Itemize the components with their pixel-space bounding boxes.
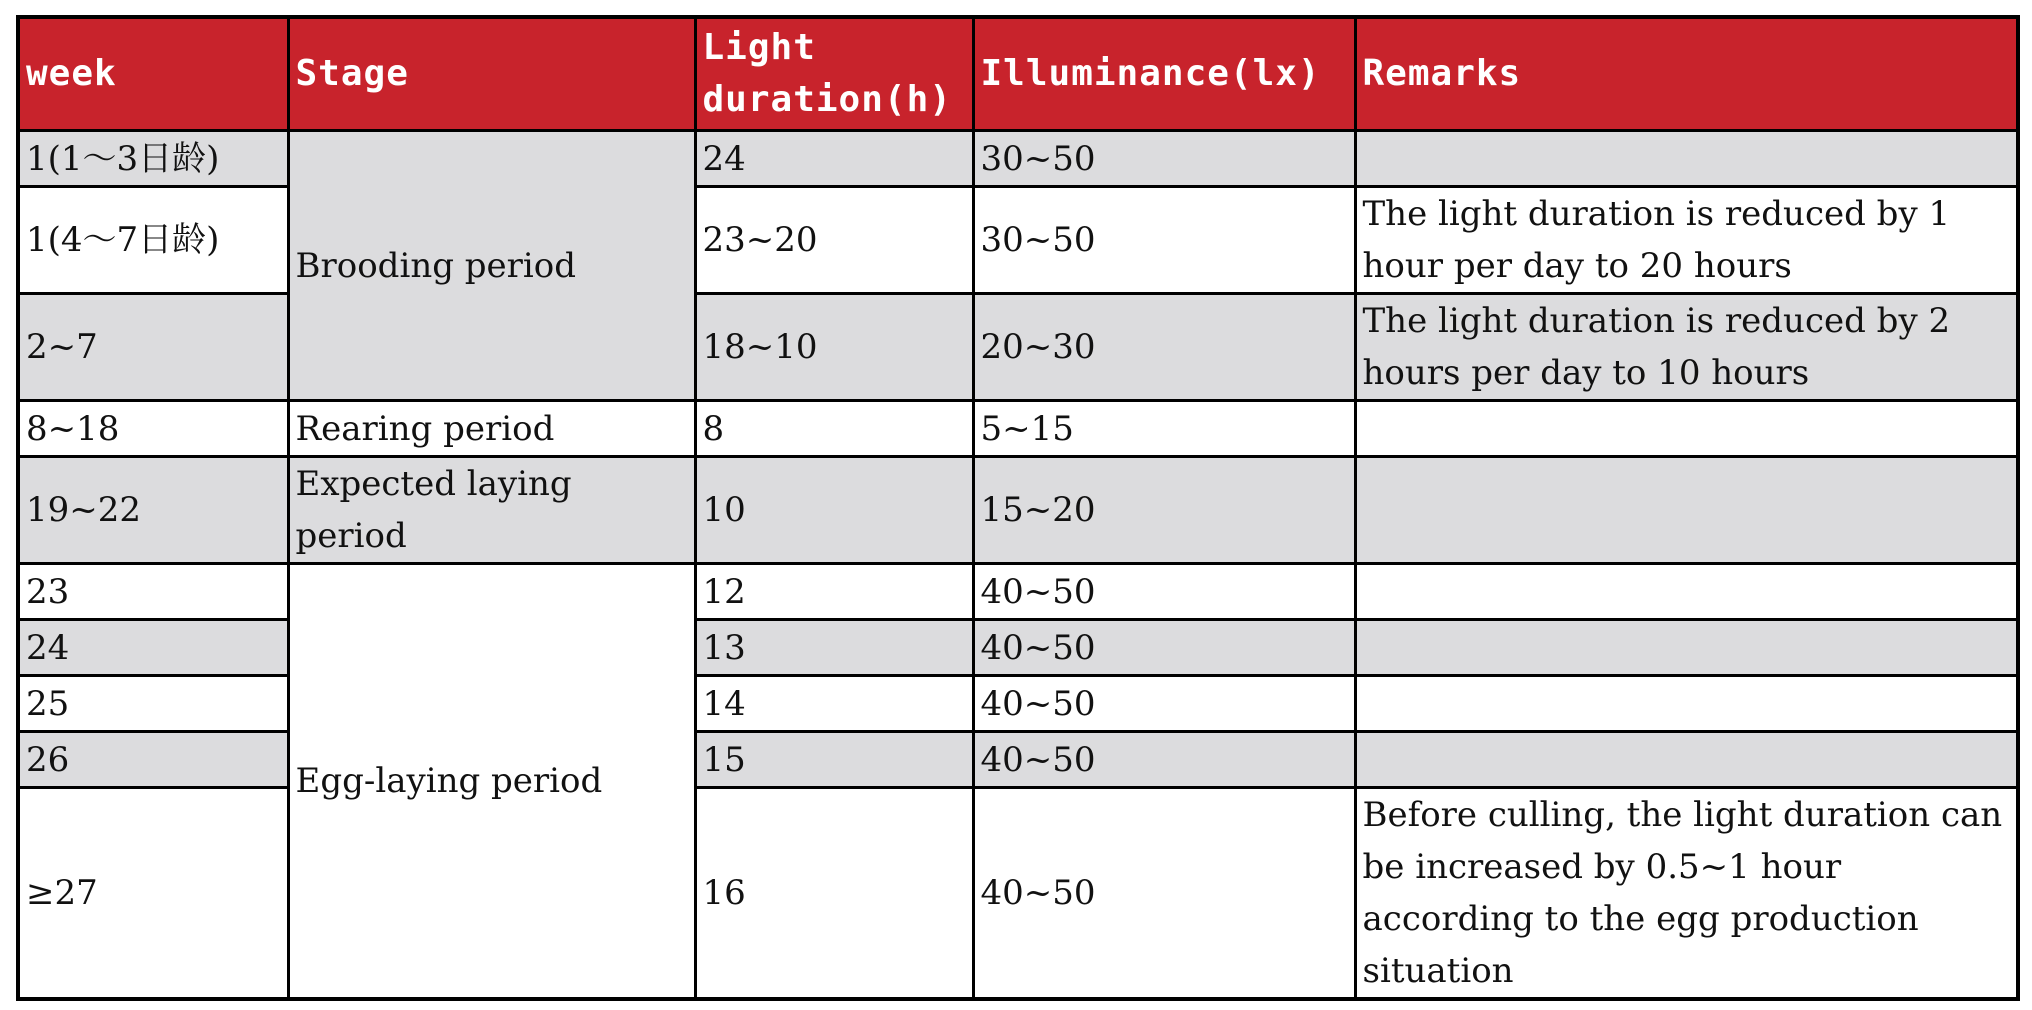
header-week: week: [18, 17, 288, 131]
week-cell: 23: [18, 564, 288, 620]
light-duration-cell: 13: [695, 620, 973, 676]
illuminance-cell: 15~20: [973, 457, 1355, 564]
header-remarks: Remarks: [1355, 17, 2018, 131]
remark-cell: [1355, 564, 2018, 620]
light-duration-cell: 12: [695, 564, 973, 620]
remark-cell: [1355, 732, 2018, 788]
illuminance-cell: 40~50: [973, 732, 1355, 788]
week-cell: 8~18: [18, 401, 288, 457]
stage-cell: Rearing period: [288, 401, 695, 457]
remark-cell: [1355, 457, 2018, 564]
remark-cell: The light duration is reduced by 2 hours per day to 10 hours: [1355, 294, 2018, 401]
header-stage: Stage: [288, 17, 695, 131]
stage-cell: Brooding period: [288, 131, 695, 401]
illuminance-cell: 40~50: [973, 620, 1355, 676]
light-duration-cell: 15: [695, 732, 973, 788]
lighting-program-table: [16, 15, 2020, 1001]
remark-cell: [1355, 131, 2018, 187]
illuminance-cell: 40~50: [973, 564, 1355, 620]
stage-cell: Egg-laying period: [288, 564, 695, 1000]
header-illuminance: Illuminance(lx): [973, 17, 1355, 131]
week-cell: 19~22: [18, 457, 288, 564]
remark-cell: [1355, 401, 2018, 457]
table-row: [18, 131, 2018, 187]
week-cell: 2~7: [18, 294, 288, 401]
header-light-duration: Light duration(h): [695, 17, 973, 131]
table-row: [18, 457, 2018, 564]
week-cell: 1(4～7日龄): [18, 187, 288, 294]
week-cell: 1(1～3日龄): [18, 131, 288, 187]
illuminance-cell: 30~50: [973, 187, 1355, 294]
remark-cell: Before culling, the light duration can be increased by 0.5~1 hour according to the egg production situation: [1355, 788, 2018, 1000]
week-cell: 26: [18, 732, 288, 788]
table-row: [18, 401, 2018, 457]
header-row: [18, 17, 2018, 131]
light-duration-cell: 16: [695, 788, 973, 1000]
illuminance-cell: 5~15: [973, 401, 1355, 457]
illuminance-cell: 40~50: [973, 676, 1355, 732]
remark-cell: The light duration is reduced by 1 hour per day to 20 hours: [1355, 187, 2018, 294]
light-duration-cell: 23~20: [695, 187, 973, 294]
light-duration-cell: 24: [695, 131, 973, 187]
remark-cell: [1355, 620, 2018, 676]
week-cell: 25: [18, 676, 288, 732]
illuminance-cell: 20~30: [973, 294, 1355, 401]
light-duration-cell: 14: [695, 676, 973, 732]
light-duration-cell: 18~10: [695, 294, 973, 401]
remark-cell: [1355, 676, 2018, 732]
light-duration-cell: 8: [695, 401, 973, 457]
illuminance-cell: 40~50: [973, 788, 1355, 1000]
table-row: [18, 564, 2018, 620]
week-cell: ≥27: [18, 788, 288, 1000]
light-duration-cell: 10: [695, 457, 973, 564]
illuminance-cell: 30~50: [973, 131, 1355, 187]
stage-cell: Expected laying period: [288, 457, 695, 564]
week-cell: 24: [18, 620, 288, 676]
